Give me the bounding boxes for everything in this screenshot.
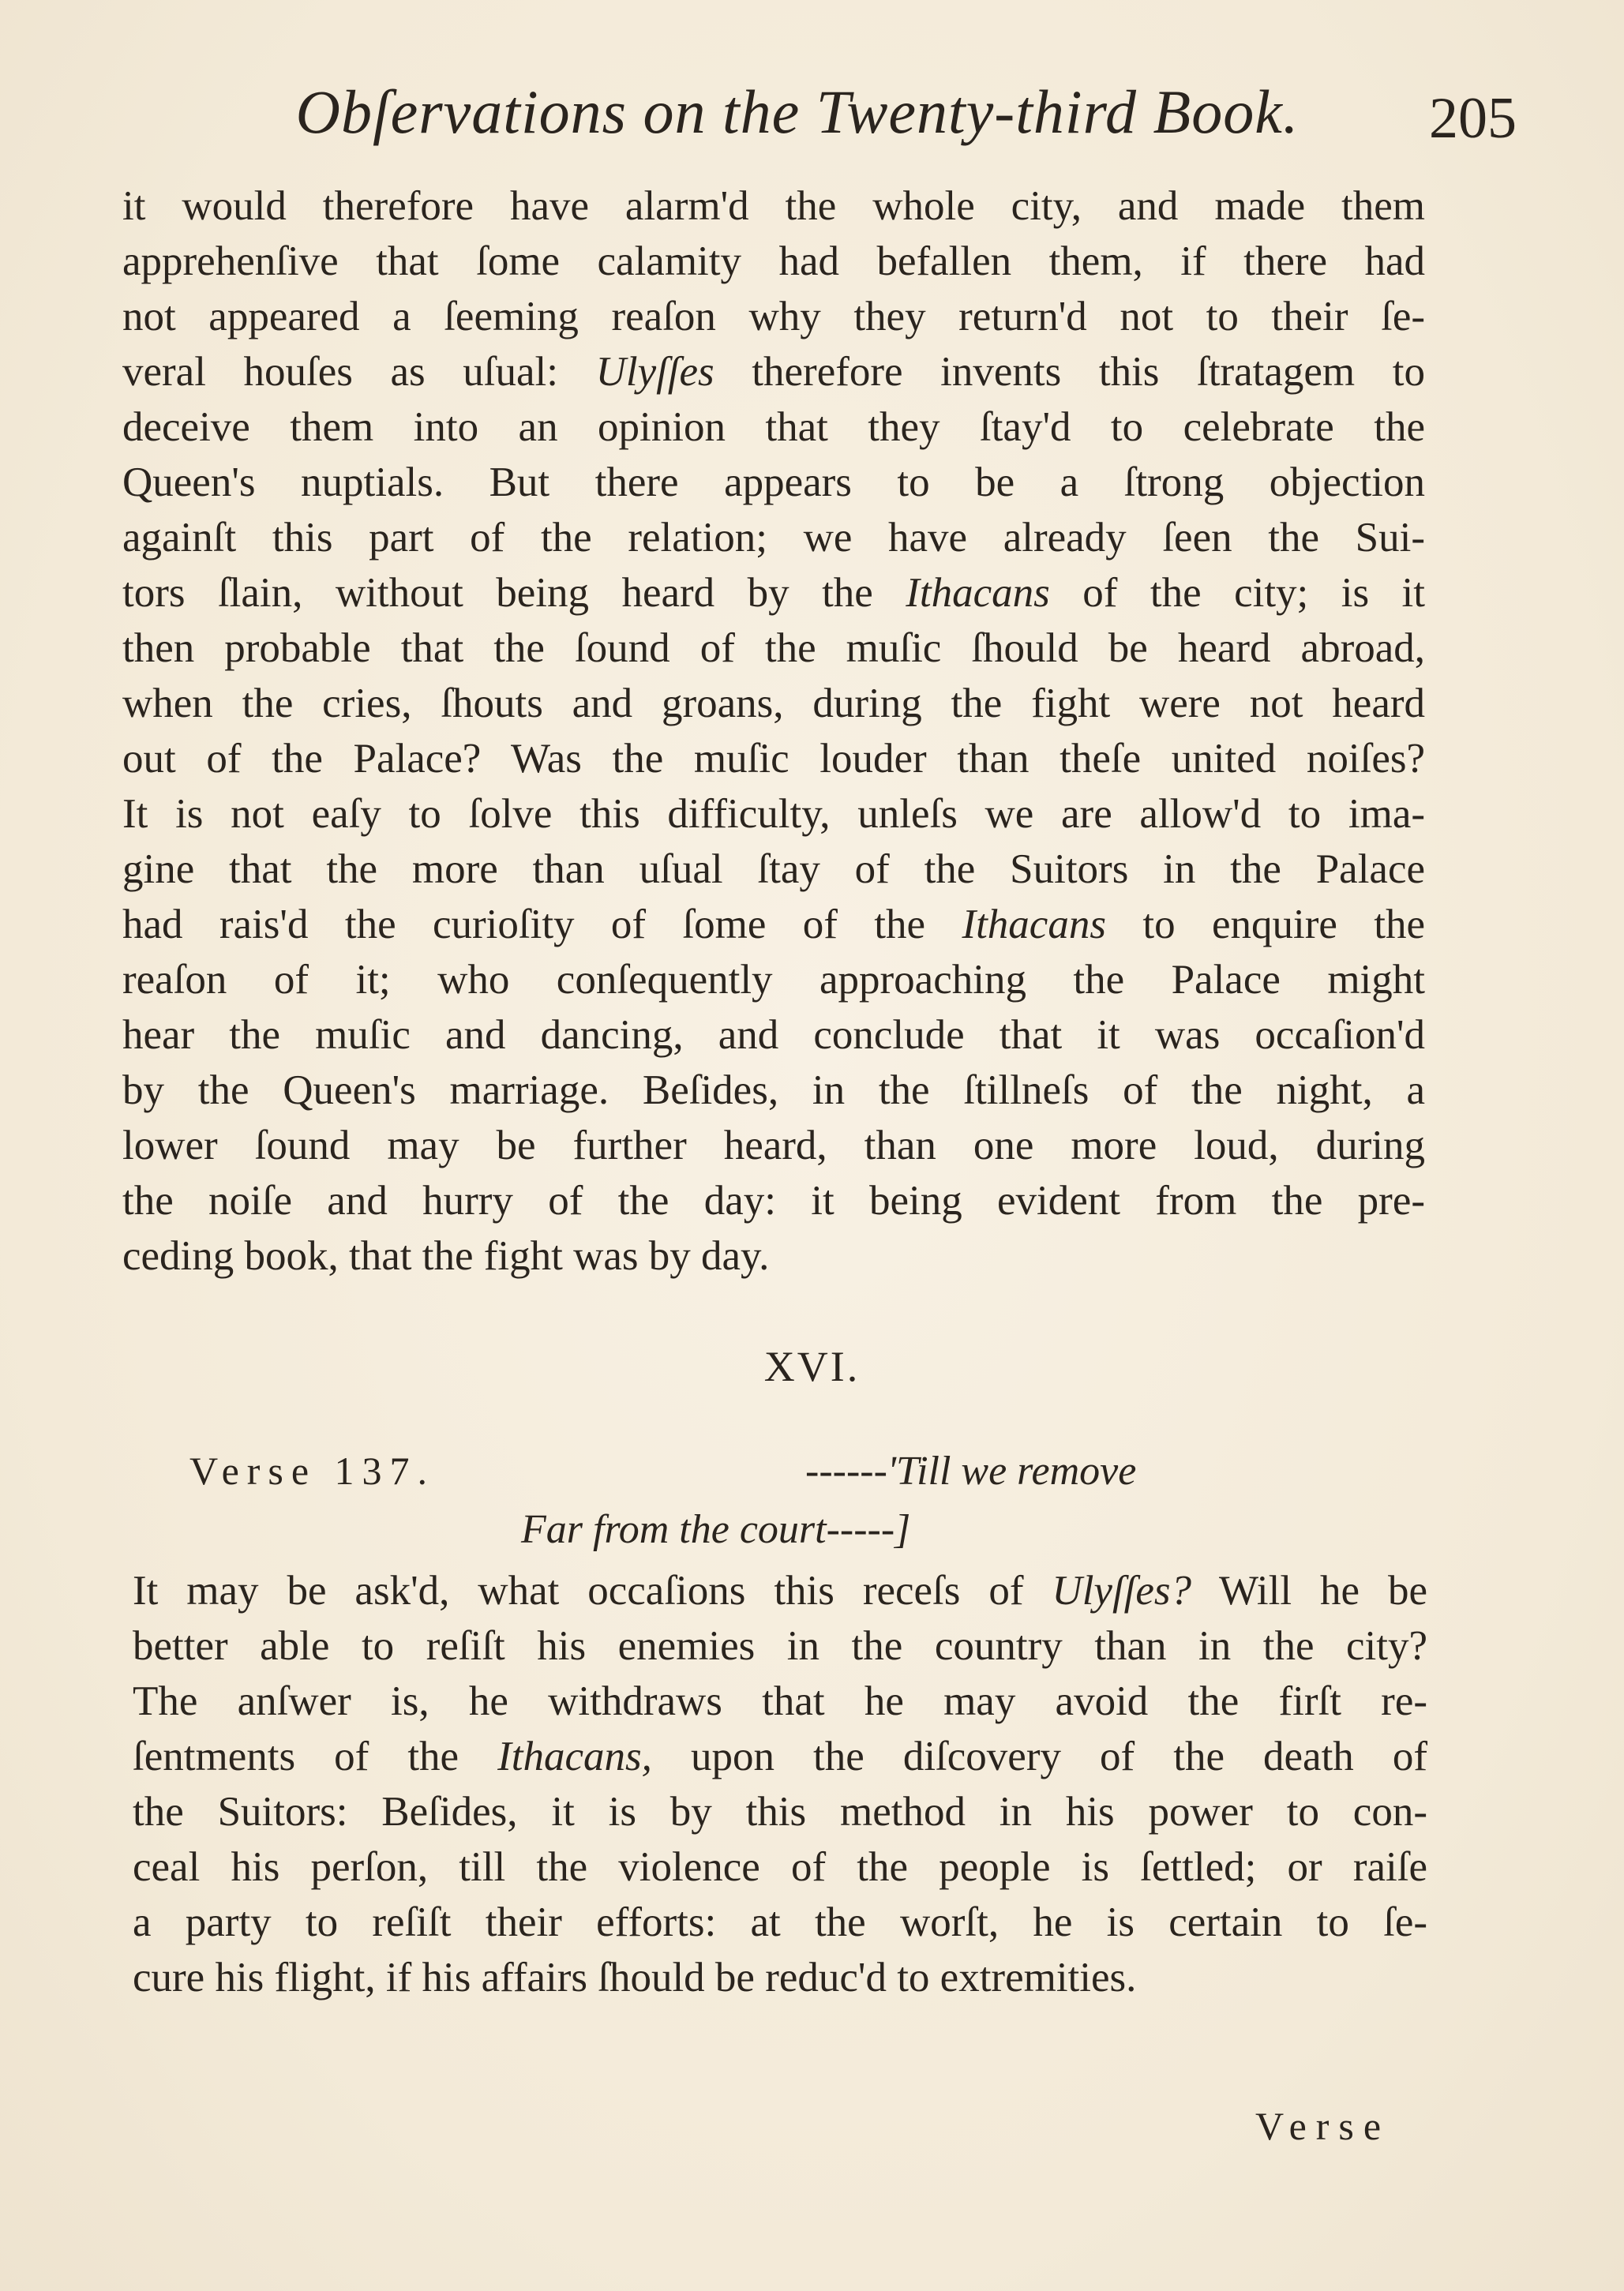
paragraph-1 (122, 178, 1425, 1284)
text-line: then probable that the ſound of the muſic ſhould be heard abroad, (122, 625, 1425, 671)
text-line: ceal his perſon, till the violence of the people is ſettled; or raiſe (133, 1844, 1427, 1890)
text-line: the noiſe and hurry of the day: it being evident from the pre- (122, 1178, 1425, 1224)
text-line (133, 1563, 1427, 1618)
text-line: deceive them into an opinion that they ſtay'd to celebrate the (122, 404, 1425, 450)
text-fragment: of the city; is it (1049, 570, 1425, 616)
italic-name: Ithacans, (497, 1734, 652, 1779)
section-number: XVI. (763, 1343, 861, 1390)
italic-name: Ithacans (962, 902, 1106, 947)
text-fragment: veral houſes as uſual: (122, 349, 596, 395)
catchword: Verse (1255, 2104, 1391, 2148)
text-line: It is not eaſy to ſolve this difficulty, unleſs we are allow'd to ima- (122, 791, 1425, 837)
text-fragment: had rais'd the curioſity of ſome of the (122, 902, 962, 947)
text-line: The anſwer is, he withdraws that he may avoid the firſt re- (133, 1678, 1427, 1724)
text-fragment: ſentments of the (133, 1734, 498, 1779)
italic-name: Ulyſſes (595, 349, 714, 395)
verse-quote-line-1: ------'Till we remove (805, 1449, 1137, 1494)
text-fragment: Will he be (1191, 1568, 1427, 1614)
page-number: 205 (1429, 86, 1517, 151)
text-fragment: It may be ask'd, what occaſions this receſs of (133, 1568, 1052, 1614)
text-line: the Suitors: Beſides, it is by this method in his power to con- (133, 1789, 1427, 1835)
text-fragment: upon the diſcovery of the death of (651, 1734, 1428, 1779)
text-line: againſt this part of the relation; we have already ſeen the Sui- (122, 515, 1425, 561)
italic-name: Ithacans (906, 570, 1050, 616)
text-line: apprehenſive that ſome calamity had befallen them, if there had (122, 238, 1425, 284)
text-line: hear the muſic and dancing, and conclude that it was occaſion'd (122, 1012, 1425, 1058)
text-line (122, 344, 1425, 399)
text-line (133, 1729, 1427, 1784)
text-line: cure his flight, if his affairs ſhould be reduc'd to extremities. (133, 1955, 1137, 2000)
running-title: Obſervations on the Twenty-third Book. (295, 77, 1300, 146)
text-line (122, 897, 1425, 952)
text-line: when the cries, ſhouts and groans, during the fight were not heard (122, 681, 1425, 726)
text-line: out of the Palace? Was the muſic louder than theſe united noiſes? (122, 736, 1425, 782)
verse-label: Verse 137. (189, 1449, 436, 1493)
text-line: reaſon of it; who conſequently approaching the Palace might (122, 957, 1425, 1003)
verse-quote-line-2: Far from the court-----] (521, 1507, 911, 1552)
text-line (122, 565, 1425, 621)
text-fragment: therefore invents this ſtratagem to (714, 349, 1425, 395)
text-line: Queen's nuptials. But there appears to be a ſtrong objection (122, 459, 1425, 505)
text-fragment: to enquire the (1105, 902, 1425, 947)
italic-name: Ulyſſes? (1052, 1568, 1192, 1614)
text-line: lower ſound may be further heard, than one more loud, during (122, 1123, 1425, 1168)
text-fragment: tors ſlain, without being heard by the (122, 570, 906, 616)
text-line: a party to reſiſt their efforts: at the worſt, he is certain to ſe- (133, 1899, 1427, 1945)
text-line: not appeared a ſeeming reaſon why they return'd not to their ſe- (122, 294, 1425, 339)
paragraph-2 (133, 1563, 1427, 2005)
text-line: better able to reſiſt his enemies in the country than in the city? (133, 1623, 1427, 1669)
text-line: gine that the more than uſual ſtay of the Suitors in the Palace (122, 846, 1425, 892)
text-line: by the Queen's marriage. Beſides, in the ſtillneſs of the night, a (122, 1067, 1425, 1113)
text-line: ceding book, that the fight was by day. (122, 1233, 770, 1279)
text-line: it would therefore have alarm'd the whole city, and made them (122, 183, 1425, 229)
